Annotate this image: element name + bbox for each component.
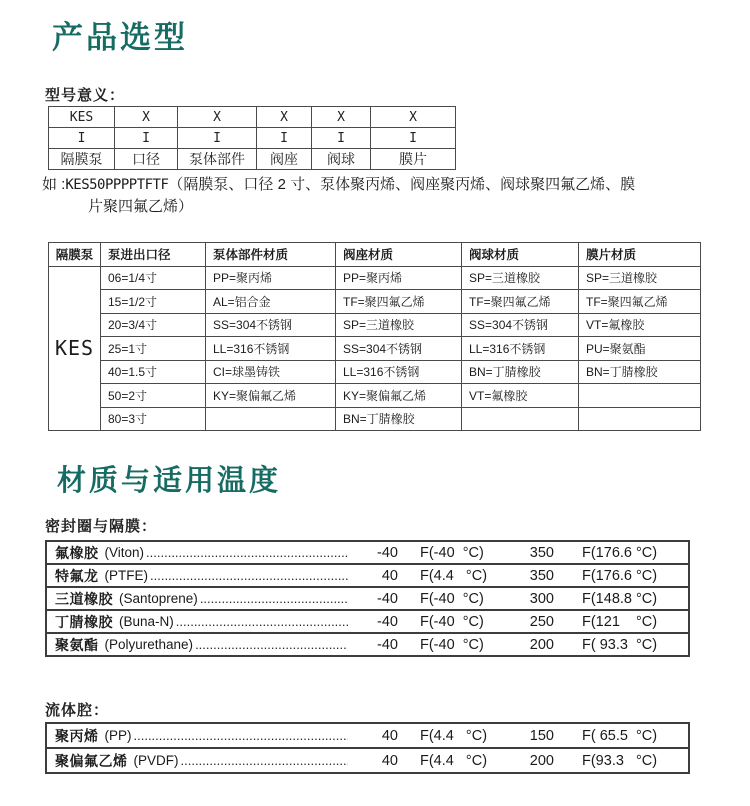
high-temp-f: 150 [529,727,554,744]
low-temp-c: F(4.4 °C) [420,752,488,769]
column-header: 膜片材质 [579,243,701,267]
table-row [45,540,690,565]
material-name: 三道橡胶 [55,590,113,607]
table-cell: X [312,107,371,128]
material-name: 氟橡胶 [55,544,99,561]
table-cell: X [115,107,178,128]
table-cell: LL=316不锈钢 [336,360,462,384]
table-row [45,722,690,749]
table-cell: 80=3寸 [101,407,206,431]
table-row [49,337,701,361]
high-temp-f: 200 [529,752,554,769]
table-cell: BN=丁腈橡胶 [462,360,579,384]
example-line2: 片聚四氟乙烯） [88,198,194,215]
dot-leader [150,568,348,583]
table-cell [206,407,336,431]
selection-table [48,242,701,431]
table-cell: SP=三道橡胶 [336,313,462,337]
table-cell: KY=聚偏氟乙烯 [336,384,462,408]
table-cell: VT=氟橡胶 [579,313,701,337]
material-name-en: (PTFE) [104,568,148,583]
material-name-en: (PVDF) [133,753,179,768]
table-cell: LL=316不锈钢 [206,337,336,361]
low-temp-c: F(-40 °C) [420,590,484,607]
column-header: 隔膜泵 [49,243,101,267]
table-cell: SS=304不锈钢 [206,313,336,337]
table-cell: PU=聚氨酯 [579,337,701,361]
table-row [49,266,701,290]
table-row [49,313,701,337]
model-example [42,174,712,218]
table-cell: 膜片 [371,149,456,170]
table-cell: AL=铝合金 [206,290,336,314]
low-temp-c: F(-40 °C) [420,544,484,561]
series-cell: KES [49,266,101,431]
table-cell: CI=球墨铸铁 [206,360,336,384]
table-header-row [49,243,701,267]
table-cell: 06=1/4寸 [101,266,206,290]
column-header: 阀球材质 [462,243,579,267]
high-temp-f: 250 [529,613,554,630]
dot-leader [200,591,348,606]
high-temp-c: F(176.6 °C) [582,544,658,561]
low-temp-c: F(-40 °C) [420,613,484,630]
table-cell: BN=丁腈橡胶 [579,360,701,384]
high-temp-c: F( 93.3 °C) [582,636,658,653]
table-row [45,586,690,611]
material-name: 丁腈橡胶 [55,613,113,630]
table-cell: I [312,128,371,149]
high-temp-c: F(148.8 °C) [582,590,658,607]
table-cell: TF=聚四氟乙烯 [462,290,579,314]
table-cell: 阀球 [312,149,371,170]
materials-title: 材质与适用温度 [57,465,282,497]
dot-leader [195,637,348,652]
table-cell: SS=304不锈钢 [462,313,579,337]
high-temp-c: F(121 °C) [582,613,658,630]
table-row [45,563,690,588]
table-cell: I [115,128,178,149]
dot-leader [146,545,348,560]
dot-leader [176,614,348,629]
example-description: （隔膜泵、口径 2 寸、泵体聚丙烯、阀座聚丙烯、阀球聚四氟乙烯、膜 [168,176,636,193]
dot-leader [181,753,349,768]
high-temp-f: 350 [529,567,554,584]
low-temp-c: F(-40 °C) [420,636,484,653]
material-name: 特氟龙 [55,567,99,584]
table-cell: I [178,128,257,149]
table-cell: 隔膜泵 [49,149,115,170]
table-cell: VT=氟橡胶 [462,384,579,408]
table-cell: I [257,128,312,149]
table-cell: LL=316不锈钢 [462,337,579,361]
material-name-en: (Polyurethane) [104,637,194,652]
table-cell: X [371,107,456,128]
table-row [49,290,701,314]
high-temp-c: F(93.3 °C) [582,752,658,769]
high-temp-f: 300 [529,590,554,607]
column-header: 阀座材质 [336,243,462,267]
column-header: 泵体部件材质 [206,243,336,267]
model-structure-table [48,106,456,170]
fluid-temp-table [45,722,690,774]
low-temp-f: -40 [377,636,398,653]
fluid-section-label: 流体腔： [45,702,110,719]
column-header: 泵进出口径 [101,243,206,267]
table-row [49,149,456,170]
material-name: 聚偏氟乙烯 [55,752,128,769]
table-cell: BN=丁腈橡胶 [336,407,462,431]
table-row [49,360,701,384]
low-temp-c: F(4.4 °C) [420,727,488,744]
material-name-en: (Buna-N) [119,614,174,629]
table-cell [579,407,701,431]
table-cell: TF=聚四氟乙烯 [579,290,701,314]
material-name-en: (Santoprene) [119,591,198,606]
high-temp-c: F(176.6 °C) [582,567,658,584]
material-name: 聚氨酯 [55,636,99,653]
low-temp-f: -40 [377,544,398,561]
page-title: 产品选型 [52,20,188,55]
table-row [49,107,456,128]
table-row [45,609,690,634]
table-row [49,407,701,431]
table-cell: 泵体部件 [178,149,257,170]
table-row [49,128,456,149]
table-row [45,632,690,657]
material-name-en: (Viton) [104,545,145,560]
example-model-code: KES50PPPPTFTF [65,177,169,193]
table-cell: 40=1.5寸 [101,360,206,384]
high-temp-f: 200 [529,636,554,653]
low-temp-c: F(4.4 °C) [420,567,488,584]
table-cell [579,384,701,408]
table-cell: 20=3/4寸 [101,313,206,337]
table-cell: I [371,128,456,149]
seal-section-label: 密封圈与隔膜： [45,518,158,535]
table-cell: SS=304不锈钢 [336,337,462,361]
table-cell: X [178,107,257,128]
table-cell: SP=三道橡胶 [579,266,701,290]
table-cell: KES [49,107,115,128]
table-cell: PP=聚丙烯 [336,266,462,290]
table-row [49,384,701,408]
low-temp-f: -40 [377,613,398,630]
table-cell: 阀座 [257,149,312,170]
high-temp-f: 350 [529,544,554,561]
model-meaning-label: 型号意义： [45,87,126,104]
seal-temp-table [45,540,690,657]
table-cell: 50=2寸 [101,384,206,408]
table-row [45,747,690,774]
example-prefix: 如 : [42,176,66,193]
table-cell: 口径 [115,149,178,170]
table-cell: 25=1寸 [101,337,206,361]
table-cell: 15=1/2寸 [101,290,206,314]
table-cell: TF=聚四氟乙烯 [336,290,462,314]
low-temp-f: 40 [381,752,398,769]
low-temp-f: 40 [381,727,398,744]
table-cell: SP=三道橡胶 [462,266,579,290]
material-name: 聚丙烯 [55,727,99,744]
example-line1 [42,174,712,196]
table-cell: I [49,128,115,149]
high-temp-c: F( 65.5 °C) [582,727,658,744]
table-cell: PP=聚丙烯 [206,266,336,290]
table-cell: KY=聚偏氟乙烯 [206,384,336,408]
table-cell [462,407,579,431]
low-temp-f: -40 [377,590,398,607]
material-name-en: (PP) [104,728,132,743]
low-temp-f: 40 [381,567,398,584]
table-cell: X [257,107,312,128]
dot-leader [134,728,349,743]
